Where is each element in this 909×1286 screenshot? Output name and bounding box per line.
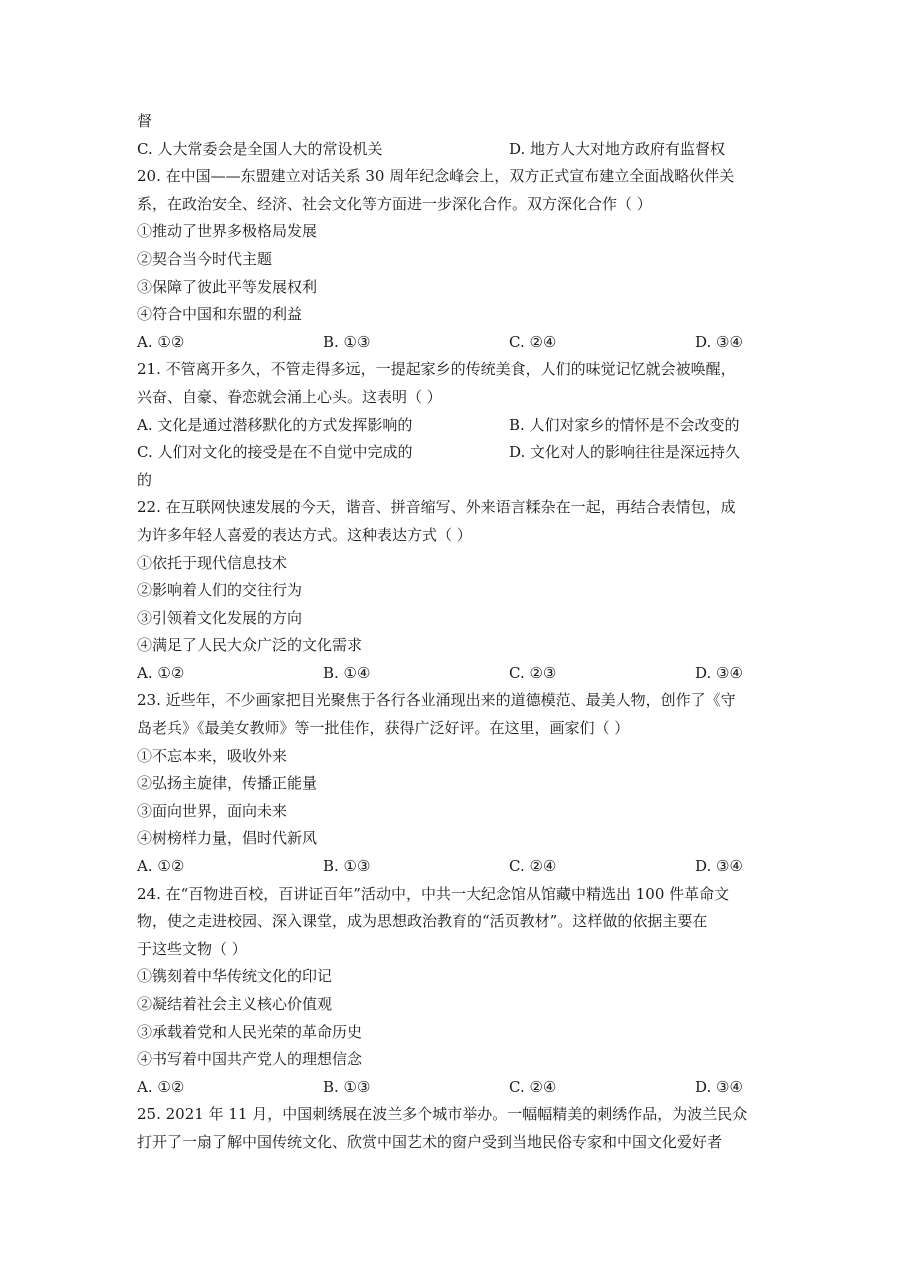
q24-option-b: B. ①③ [323, 1077, 371, 1096]
q24-item: ②凝结着社会主义核心价值观 [137, 995, 333, 1013]
q24-stem-line: 24. 在“百物进百校，百讲证百年”活动中，中共一大纪念馆从馆藏中精选出 100 件革命文 [137, 884, 730, 903]
q22-option-a: A. ①② [137, 663, 185, 682]
q24-item: ③承载着党和人民光荣的革命历史 [137, 1022, 363, 1041]
q22-item: ①依托于现代信息技术 [137, 553, 288, 572]
q21-option-b: B. 人们对家乡的情怀是不会改变的 [509, 415, 740, 434]
q20-stem-line: 系，在政治安全、经济、社会文化等方面进一步深化合作。双方深化合作（ ） [137, 194, 652, 213]
q19-option-c: C. 人大常委会是全国人大的常设机关 [137, 139, 383, 158]
q23-item: ④树榜样力量，倡时代新风 [137, 829, 318, 848]
q24-option-c: C. ②④ [509, 1077, 557, 1096]
q22-stem-line: 22. 在互联网快速发展的今天，谐音、拼音缩写、外来语言糅杂在一起，再结合表情包，成 [137, 498, 736, 517]
q20-item: ①推动了世界多极格局发展 [137, 222, 318, 241]
question-content [137, 108, 773, 1157]
q24-item: ①镌刻着中华传统文化的印记 [137, 967, 333, 986]
q21-option-d-continuation: 的 [137, 470, 153, 489]
q20-option-b: B. ①③ [323, 332, 371, 351]
q23-option-b: B. ①③ [323, 857, 371, 876]
q24-options-row [137, 1074, 773, 1102]
q21-option-d: D. 文化对人的影响往往是深远持久 [509, 443, 741, 462]
q20-option-a: A. ①② [137, 332, 185, 351]
q21-option-c: C. 人们对文化的接受是在不自觉中完成的 [137, 443, 413, 462]
q24-option-a: A. ①② [137, 1077, 185, 1096]
q22-item: ②影响着人们的交往行为 [137, 581, 303, 600]
q23-option-d: D. ③④ [695, 857, 743, 876]
q23-item: ③面向世界，面向未来 [137, 801, 288, 820]
q21-stem-line: 21. 不管离开多久，不管走得多远，一提起家乡的传统美食，人们的味觉记忆就会被唤醒， [137, 360, 736, 379]
q24-option-d: D. ③④ [695, 1077, 743, 1096]
q22-stem-line: 为许多年轻人喜爱的表达方式。这种表达方式（ ） [137, 525, 472, 544]
q23-option-c: C. ②④ [509, 857, 557, 876]
q20-item: ③保障了彼此平等发展权利 [137, 277, 318, 296]
q24-stem-line: 于这些文物（ ） [137, 939, 247, 958]
q22-option-b: B. ①④ [323, 663, 371, 682]
q24-stem-line: 物，使之走进校园、深入课堂，成为思想政治教育的“活页教材”。这样做的依据主要在 [137, 912, 708, 931]
q20-option-c: C. ②④ [509, 332, 557, 351]
q23-option-a: A. ①② [137, 857, 185, 876]
q23-options-row [137, 853, 773, 881]
q23-stem-line: 岛老兵》《最美女教师》等一批佳作，获得广泛好评。在这里，画家们（ ） [137, 719, 630, 738]
q21-options-row [137, 412, 773, 440]
q20-stem-line: 20. 在中国——东盟建立对话关系 30 周年纪念峰会上，双方正式宣布建立全面战略伙伴关 [137, 167, 735, 186]
q22-item: ④满足了人民大众广泛的文化需求 [137, 636, 363, 655]
q22-option-d: D. ③④ [695, 663, 743, 682]
q25-stem-line: 25. 2021 年 11 月，中国刺绣展在波兰多个城市举办。一幅幅精美的刺绣作品，为波兰民众 [137, 1105, 748, 1124]
q25-stem-line: 打开了一扇了解中国传统文化、欣赏中国艺术的窗户受到当地民俗专家和中国文化爱好者 [137, 1132, 723, 1151]
q23-stem-line: 23. 近些年，不少画家把目光聚焦于各行各业涌现出来的道德模范、最美人物，创作了《守 [137, 691, 736, 710]
q23-item: ①不忘本来，吸收外来 [137, 746, 288, 765]
q21-option-a: A. 文化是通过潜移默化的方式发挥影响的 [137, 415, 413, 434]
q19-option-d: D. 地方人大对地方政府有监督权 [509, 139, 726, 158]
q20-options-row [137, 329, 773, 357]
q22-options-row [137, 660, 773, 688]
q21-options-row [137, 439, 773, 467]
q19-continuation: 督 [137, 112, 153, 130]
q19-options-row [137, 136, 773, 164]
q24-item: ④书写着中国共产党人的理想信念 [137, 1050, 363, 1069]
q21-stem-line: 兴奋、自豪、眷恋就会涌上心头。这表明（ ） [137, 387, 442, 406]
q20-item: ④符合中国和东盟的利益 [137, 305, 303, 324]
q20-option-d: D. ③④ [695, 332, 743, 351]
q23-item: ②弘扬主旋律，传播正能量 [137, 774, 318, 793]
q22-option-c: C. ②③ [509, 663, 557, 682]
q22-item: ③引领着文化发展的方向 [137, 608, 303, 627]
q20-item: ②契合当今时代主题 [137, 249, 273, 268]
